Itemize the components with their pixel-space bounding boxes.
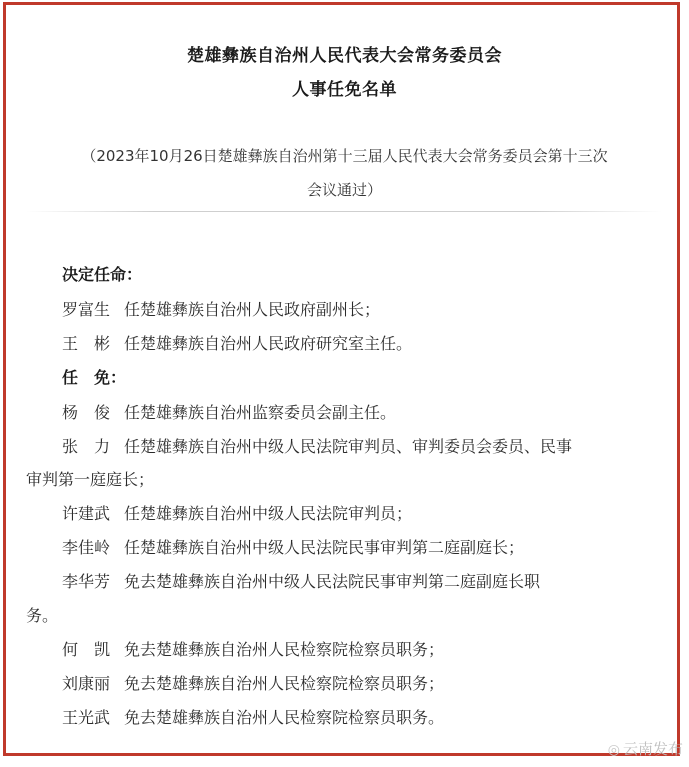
person-name: 许建武 bbox=[62, 504, 111, 523]
list-item bbox=[62, 434, 572, 457]
person-name: 王光武 bbox=[62, 708, 111, 727]
person-name: 王 彬 bbox=[62, 334, 111, 353]
appointment-text: 免去楚雄彝族自治州中级人民法院民事审判第二庭副庭长职 bbox=[124, 572, 541, 591]
meeting-note-line-2: 会议通过） bbox=[306, 181, 382, 199]
appointment-text: 任楚雄彝族自治州人民政府副州长； bbox=[124, 300, 381, 319]
appointment-text: 免去楚雄彝族自治州人民检察院检察员职务； bbox=[124, 640, 445, 659]
person-name: 张 力 bbox=[62, 437, 111, 456]
watermark-text: 云南发布 bbox=[622, 740, 683, 758]
list-item bbox=[62, 297, 380, 320]
person-name: 李佳岭 bbox=[62, 538, 111, 557]
list-item bbox=[62, 501, 412, 524]
weibo-icon: ◎ bbox=[607, 742, 620, 758]
document-title: 楚雄彝族自治州人民代表大会常务委员会 bbox=[187, 46, 502, 66]
list-item bbox=[62, 331, 412, 354]
list-item bbox=[62, 400, 396, 423]
person-name: 杨 俊 bbox=[62, 403, 111, 422]
person-name: 罗富生 bbox=[62, 300, 111, 319]
appointment-text: 任楚雄彝族自治州中级人民法院民事审判第二庭副庭长； bbox=[124, 538, 525, 557]
person-name: 李华芳 bbox=[62, 572, 111, 591]
appointment-text: 任楚雄彝族自治州中级人民法院审判员、审判委员会委员、民事 bbox=[124, 437, 573, 456]
appointment-text: 任楚雄彝族自治州人民政府研究室主任。 bbox=[124, 334, 413, 353]
appointment-text: 任楚雄彝族自治州中级人民法院审判员； bbox=[124, 504, 413, 523]
document-subtitle-title: 人事任免名单 bbox=[292, 80, 397, 100]
section-heading-appoint: 决定任命： bbox=[62, 265, 143, 284]
list-item bbox=[62, 637, 444, 660]
meeting-note-line-1: （2023年10月26日楚雄彝族自治州第十三届人民代表大会常务委员会第十三次 bbox=[81, 147, 608, 165]
list-item-continuation: 审判第一庭庭长； bbox=[26, 470, 155, 489]
divider bbox=[26, 211, 662, 212]
person-name: 何 凯 bbox=[62, 640, 111, 659]
watermark bbox=[608, 738, 683, 759]
list-item bbox=[62, 569, 540, 592]
list-item bbox=[62, 705, 444, 728]
list-item-continuation: 务。 bbox=[26, 606, 59, 625]
person-name: 刘康丽 bbox=[62, 674, 111, 693]
list-item bbox=[62, 671, 444, 694]
appointment-text: 免去楚雄彝族自治州人民检察院检察员职务； bbox=[124, 674, 445, 693]
appointment-text: 免去楚雄彝族自治州人民检察院检察员职务。 bbox=[124, 708, 445, 727]
appointment-text: 任楚雄彝族自治州监察委员会副主任。 bbox=[124, 403, 397, 422]
list-item bbox=[62, 535, 524, 558]
section-heading-remove: 任 免： bbox=[62, 368, 127, 387]
